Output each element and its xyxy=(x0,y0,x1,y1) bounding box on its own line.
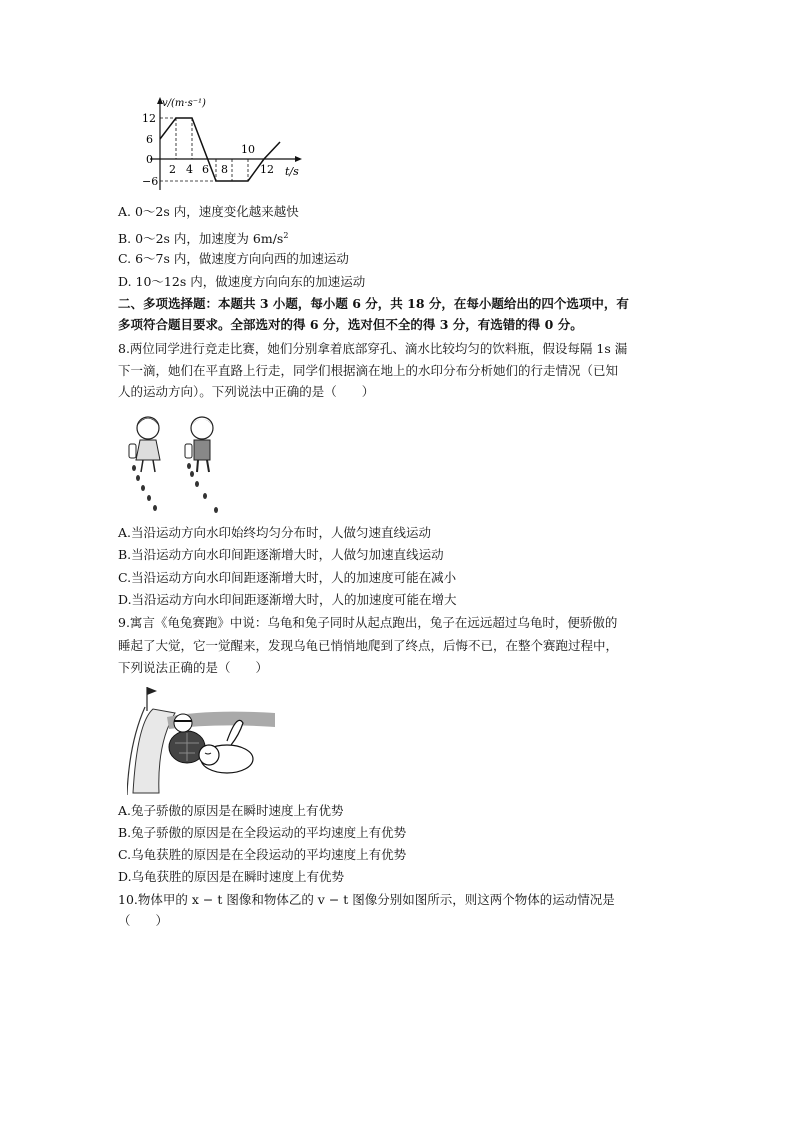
q8-option-c: C.当沿运动方向水印间距逐渐增大时，人的加速度可能在减小 xyxy=(118,570,457,585)
section2-heading-line1: 二、多项选择题：本题共 3 小题，每小题 6 分，共 18 分，在每小题给出的四个选项中，有 xyxy=(118,296,629,311)
water-drop xyxy=(190,471,194,477)
q10-stem-line2: （ ） xyxy=(118,913,169,928)
water-drop xyxy=(203,493,207,499)
q9-stem-line1: 9.寓言《龟兔赛跑》中说：乌龟和兔子同时从起点跑出，兔子在远远超过乌龟时，便骄傲的 xyxy=(118,615,618,630)
x-tick: 10 xyxy=(241,143,255,156)
y-axis-label: v/(m·s⁻¹) xyxy=(162,98,206,109)
y-tick: 12 xyxy=(142,112,156,125)
girl-head xyxy=(137,417,159,439)
boy-head xyxy=(191,417,213,439)
water-drop xyxy=(195,481,199,487)
y-tick: 0 xyxy=(146,153,153,166)
q9-option-a: A.兔子骄傲的原因是在瞬时速度上有优势 xyxy=(118,803,344,818)
tortoise-hare-illustration xyxy=(127,683,277,795)
y-tick: 6 xyxy=(146,133,153,146)
water-drop xyxy=(136,475,140,481)
q8-stem-line1: 8.两位同学进行竞走比赛，她们分别拿着底部穿孔、滴水比较均匀的饮料瓶，假设每隔 1s 漏 xyxy=(118,341,628,356)
q8-option-d: D.当沿运动方向水印间距逐渐增大时，人的加速度可能在增大 xyxy=(118,592,457,607)
x-axis-label: t/s xyxy=(285,165,299,178)
water-drop xyxy=(153,505,157,511)
water-drop xyxy=(132,465,136,471)
girl-leg xyxy=(141,460,143,472)
water-drop xyxy=(141,485,145,491)
boy-leg xyxy=(207,460,209,472)
girl-leg xyxy=(153,460,155,472)
q9-stem-line3: 下列说法正确的是（ ） xyxy=(118,660,269,675)
q7-option-d: D. 10～12s 内，做速度方向向东的加速运动 xyxy=(118,274,366,289)
x-tick: 8 xyxy=(221,163,228,176)
q7-option-b xyxy=(118,227,288,248)
q8-stem-line2: 下一滴，她们在平直路上行走，同学们根据滴在地上的水印分布分析她们的行走情况（已知 xyxy=(118,363,619,378)
y-tick: −6 xyxy=(142,175,159,188)
water-drop xyxy=(147,495,151,501)
boy-bottle xyxy=(185,444,192,458)
q8-option-a: A.当沿运动方向水印始终均匀分布时，人做匀速直线运动 xyxy=(118,525,432,540)
q9-option-c: C.乌龟获胜的原因是在全段运动的平均速度上有优势 xyxy=(118,847,407,862)
tortoise-head xyxy=(174,714,192,732)
q9-stem-line2: 睡起了大觉，它一觉醒来，发现乌龟已悄悄地爬到了终点，后悔不已，在整个赛跑过程中， xyxy=(118,638,619,653)
girl-body xyxy=(136,440,160,460)
hare-head xyxy=(199,745,219,765)
q7-option-a: A. 0～2s 内，速度变化越来越快 xyxy=(118,204,299,219)
x-tick: 4 xyxy=(186,163,193,176)
x-tick: 12 xyxy=(260,163,274,176)
q7-option-b-text: B. 0～2s 内，加速度为 6m/s xyxy=(118,231,284,246)
x-axis-arrow xyxy=(295,156,302,162)
x-tick: 2 xyxy=(169,163,176,176)
q8-stem-line3: 人的运动方向）。下列说法中正确的是（ ） xyxy=(118,384,375,399)
q9-option-b: B.兔子骄傲的原因是在全段运动的平均速度上有优势 xyxy=(118,825,407,840)
x-tick: 6 xyxy=(202,163,209,176)
boy-leg xyxy=(197,460,198,472)
water-drop xyxy=(187,463,191,469)
walkers-illustration xyxy=(122,408,228,514)
velocity-time-graph xyxy=(140,95,310,195)
q7-option-c: C. 6～7s 内，做速度方向向西的加速运动 xyxy=(118,251,349,266)
q8-option-b: B.当沿运动方向水印间距逐渐增大时，人做匀加速直线运动 xyxy=(118,547,444,562)
water-drop xyxy=(214,507,218,513)
q7-option-b-exponent: 2 xyxy=(283,231,289,240)
q9-option-d: D.乌龟获胜的原因是在瞬时速度上有优势 xyxy=(118,869,345,884)
girl-bottle xyxy=(129,444,136,458)
boy-body xyxy=(194,440,210,460)
q10-stem-line1: 10.物体甲的 x − t 图像和物体乙的 v − t 图像分别如图所示，则这两个物体的运动情况是 xyxy=(118,892,615,907)
section2-heading-line2: 多项符合题目要求。全部选对的得 6 分，选对但不全的得 3 分，有选错的得 0 分。 xyxy=(118,317,583,332)
